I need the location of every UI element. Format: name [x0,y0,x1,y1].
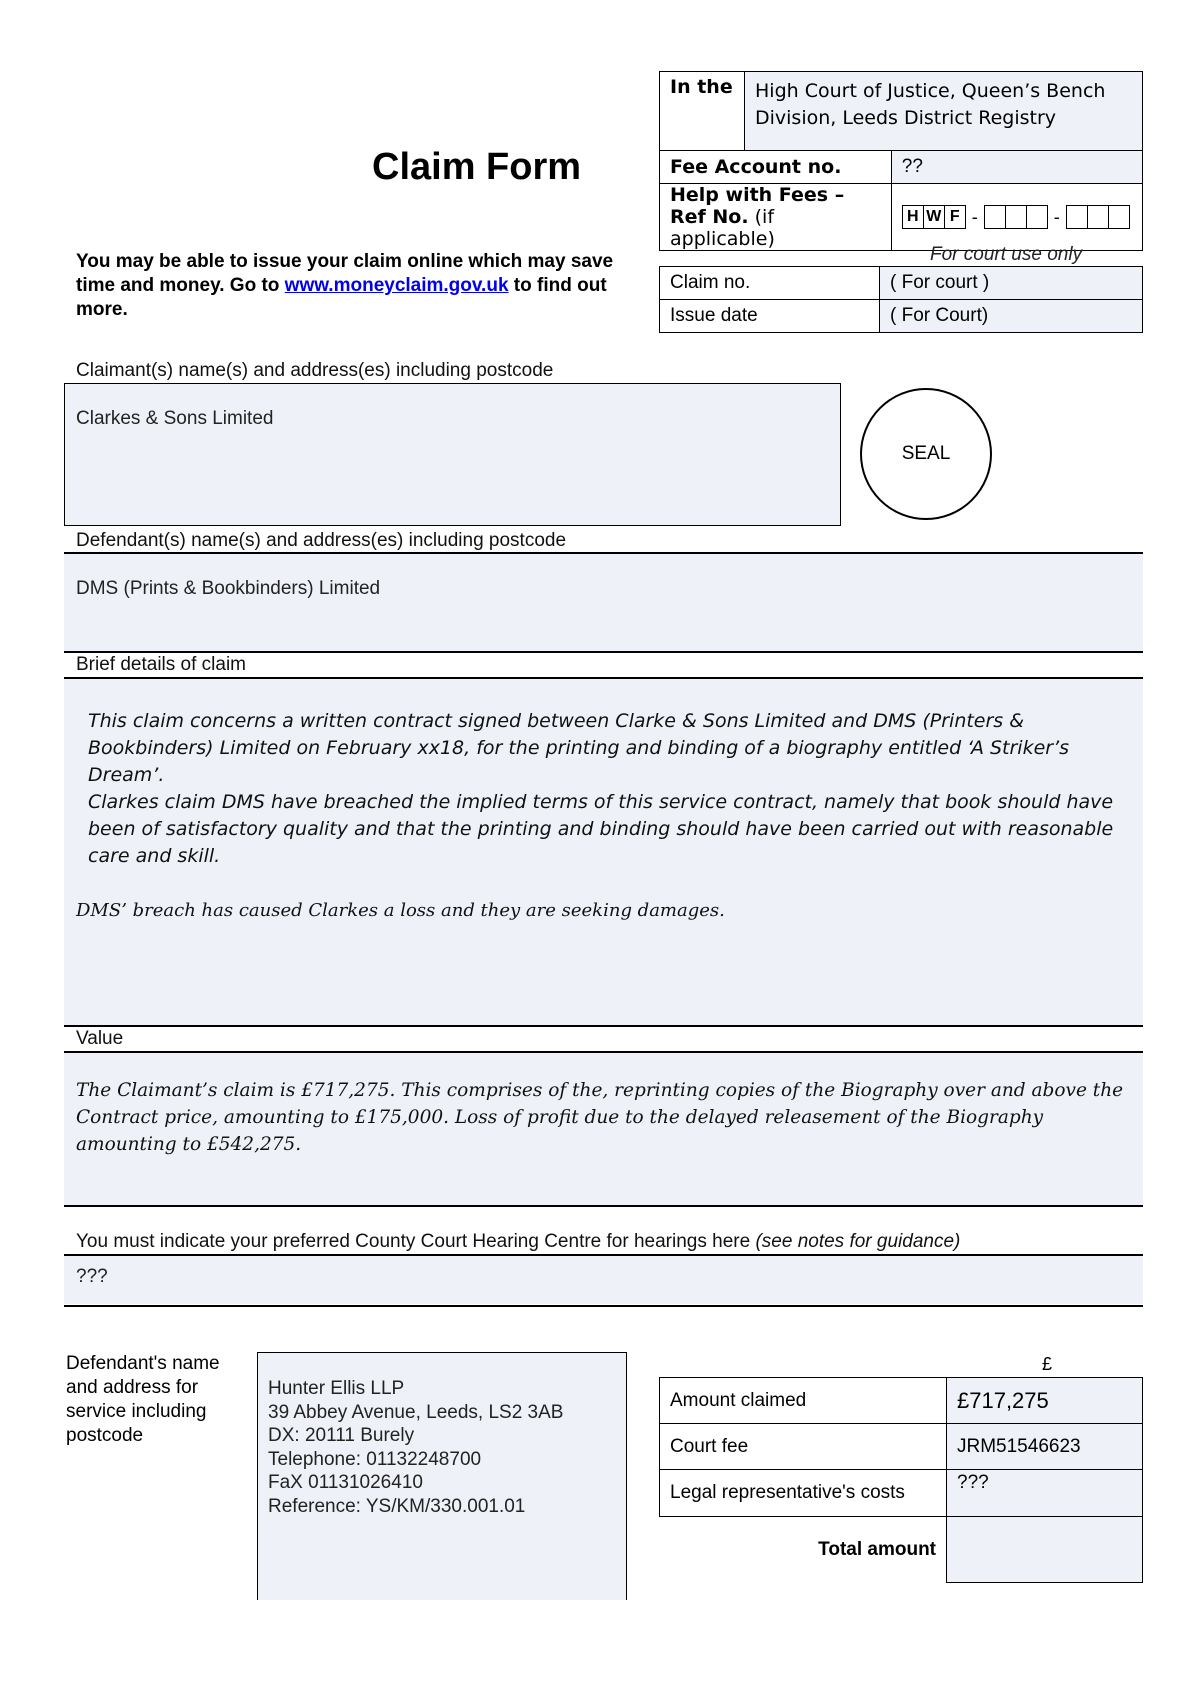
hwf-digit-boxes-2[interactable] [1066,205,1130,229]
service-address-value [268,1377,563,1518]
fee-account-field[interactable]: ?? [891,151,1142,184]
if-applicable-text: (if applicable) [670,206,775,250]
hwf-box[interactable] [1006,206,1027,228]
total-amount-field[interactable] [947,1517,1143,1583]
court-fee-field[interactable]: JRM51546623 [947,1424,1143,1470]
hwf-letter-h: H [903,206,924,228]
divider [64,1205,1143,1207]
claim-info-table [659,266,1143,333]
divider [64,1305,1143,1307]
claimant-value: Clarkes & Sons Limited [76,408,274,429]
moneyclaim-link[interactable]: www.moneyclaim.gov.uk [284,275,509,296]
hearing-centre-field[interactable] [64,1256,1143,1304]
service-address-line: Telephone: 01132248700 [268,1448,482,1470]
divider [64,651,1143,653]
service-address-line: Reference: YS/KM/330.001.01 [268,1495,526,1517]
service-address-line: 39 Abbey Avenue, Leeds, LS2 3AB [268,1401,564,1423]
hwf-digit-boxes-1[interactable] [984,205,1048,229]
hwf-ref-field[interactable] [891,184,1142,251]
claim-no-label: Claim no. [660,267,880,300]
help-with-fees-label [660,184,892,251]
online-notice [76,250,616,322]
service-address-line: Hunter Ellis LLP [268,1378,405,1399]
court-use-only-label: For court use only [930,244,1083,265]
help-with-fees-text: Help with Fees – [670,184,845,206]
legal-costs-label: Legal representative's costs [660,1470,947,1517]
service-address-label: Defendant's name and address for service including postcode [66,1353,220,1446]
total-amount-label: Total amount [818,1538,936,1560]
seal-circle [860,388,992,520]
issue-date-label: Issue date [660,300,880,333]
hearing-centre-label [76,1231,960,1253]
claim-no-field[interactable]: ( For court ) [880,267,1143,300]
hwf-box[interactable] [985,206,1006,228]
court-table [659,71,1143,251]
amounts-table [659,1377,1143,1583]
defendant-label: Defendant(s) name(s) and address(es) including postcode [76,530,567,551]
seal-label: SEAL [901,443,951,464]
brief-details-paragraph-1: This claim concerns a written contract signed between Clarke & Sons Limited and DMS (Printers & Bookbinders) Limited on February xx18, for the printing and binding of a biography entitled ‘A Striker’s Dream’. [88,710,1070,786]
online-notice-text-end: to find out more. [76,275,607,320]
page-title: Claim Form [372,146,582,188]
hwf-prefix-boxes [902,205,966,229]
legal-costs-field[interactable]: ??? [947,1470,1143,1517]
in-the-label: In the [660,72,745,151]
amount-claimed-field[interactable]: £717,275 [947,1378,1143,1424]
hearing-centre-label-text: You must indicate your preferred County Court Hearing Centre for hearings here [76,1231,751,1252]
hwf-box[interactable] [1067,206,1088,228]
hearing-centre-guidance: (see notes for guidance) [755,1231,961,1252]
hwf-box[interactable] [1109,206,1129,228]
amount-claimed-label: Amount claimed [660,1378,947,1424]
value-label: Value [76,1028,124,1049]
service-address-line: FaX 01131026410 [268,1472,423,1493]
defendant-field[interactable] [64,554,1143,652]
brief-details-paragraph-3: DMS’ breach has caused Clarkes a loss and they are seeking damages. [76,900,725,921]
court-name-field[interactable]: High Court of Justice, Queen’s Bench Division, Leeds District Registry [745,72,1143,151]
brief-details-paragraph-2: Clarkes claim DMS have breached the implied terms of this service contract, namely that book should have been of satisfactory quality and that the printing and binding should have been carried out with reasonable care and skill. [88,791,1114,867]
hearing-centre-value: ??? [76,1266,108,1287]
claimant-field[interactable] [64,383,841,526]
hwf-box[interactable] [1027,206,1047,228]
hwf-dash-2: - [1053,206,1060,227]
hwf-letter-f: F [949,208,960,225]
divider [64,552,1143,554]
issue-date-field[interactable]: ( For Court) [880,300,1143,333]
ref-no-label: Ref No. [670,206,749,228]
court-fee-label: Court fee [660,1424,947,1470]
brief-details-label: Brief details of claim [76,654,247,675]
hwf-dash-1: - [971,206,978,227]
fee-account-label: Fee Account no. [660,151,892,184]
divider [64,1025,1143,1027]
online-notice-text: You may be able to issue your claim online which may save time and money. Go to [76,251,614,296]
hwf-box[interactable] [1088,206,1109,228]
claimant-label: Claimant(s) name(s) and address(es) including postcode [76,360,554,381]
currency-symbol: £ [1042,1354,1053,1374]
defendant-value: DMS (Prints & Bookbinders) Limited [76,578,381,599]
service-address-line: DX: 20111 Burely [268,1425,415,1446]
hwf-letter-w: W [924,206,945,228]
value-text: The Claimant’s claim is £717,275. This comprises of the, reprinting copies of the Biography over and above the Contract price, amounting to £175,000. Loss of profit due to the delayed releasement of the Biography amounting to £542,275. [76,1080,1124,1155]
